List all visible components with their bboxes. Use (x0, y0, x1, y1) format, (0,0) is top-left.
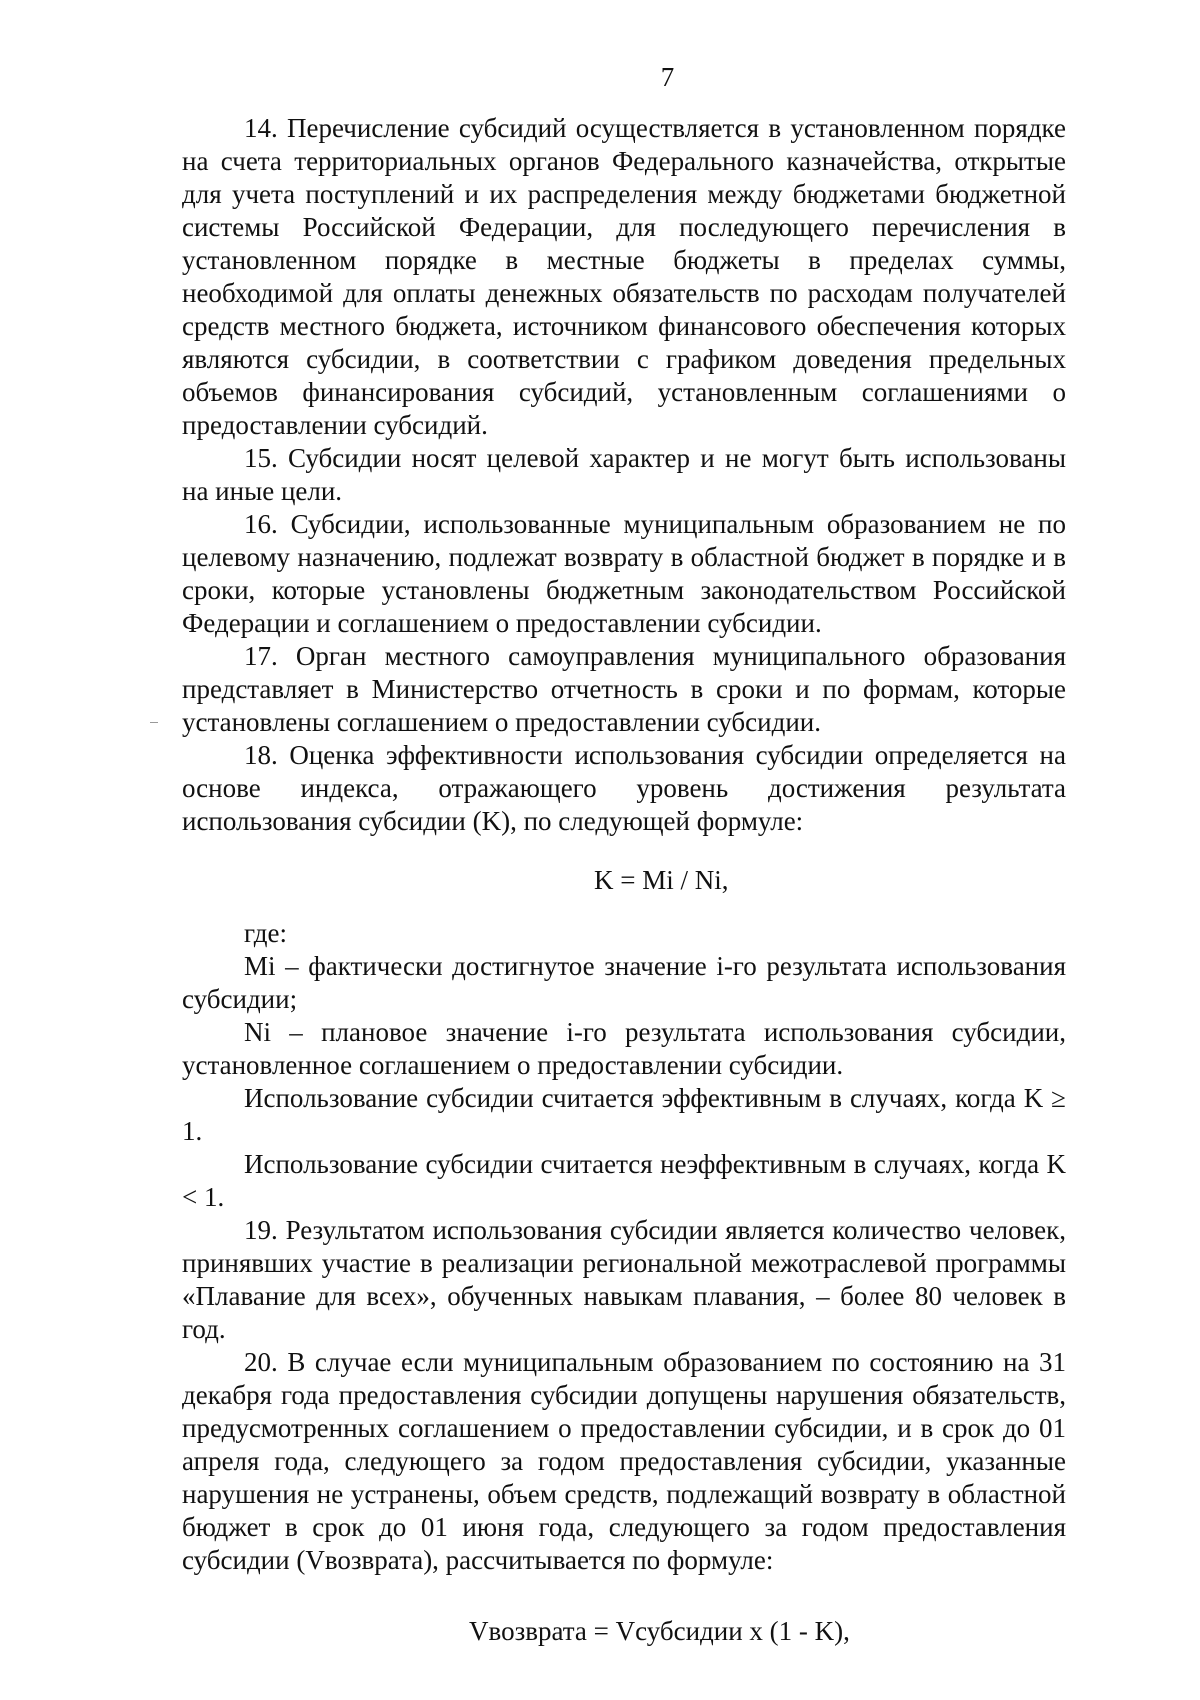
document-body (182, 112, 1066, 1648)
paragraph-15: 15. Субсидии носят целевой характер и не могут быть использованы на иные цели. (182, 443, 1066, 506)
definition-mi: Mi – фактически достигнутое значение i-го результата использования субсидии; (182, 951, 1066, 1014)
effective-condition: Использование субсидии считается эффективным в случаях, когда K ≥ 1. (182, 1083, 1066, 1146)
where-label: где: (244, 918, 287, 948)
page-number: 7 (660, 62, 675, 92)
paragraph-18: 18. Оценка эффективности использования субсидии определяется на основе индекса, отражающего уровень достижения результата использования субсидии (K), по следующей формуле: (182, 740, 1066, 836)
margin-mark (150, 722, 158, 723)
paragraph-20: 20. В случае если муниципальным образованием по состоянию на 31 декабря года предоставления субсидии допущены нарушения обязательств, предусмотренных соглашением о предоставлении субсидии, и в срок до 01 апреля года, следующего за годом предоставления субсидии, указанные нарушения не устранены, объем средств, подлежащий возврату в областной бюджет в срок до 01 июня года, следующего за годом предоставления субсидии (Vвозврата), рассчитывается по формуле: (182, 1347, 1066, 1575)
formula-v: Vвозврата = Vсубсидии x (1 - K), (469, 1616, 850, 1646)
paragraph-14: 14. Перечисление субсидий осуществляется в установленном порядке на счета территориальных органов Федерального казначейства, открытые для учета поступлений и их распределения между бюджетами бюджетной системы Российской Федерации, для последующего перечисления в установленном порядке в местные бюджеты в пределах суммы, необходимой для оплаты денежных обязательств по расходам получателей средств местного бюджета, источником финансового обеспечения которых являются субсидии, в соответствии с графиком доведения предельных объемов финансирования субсидий, установленным соглашениями о предоставлении субсидий. (182, 113, 1066, 440)
formula-k: K = Mi / Ni, (594, 865, 729, 895)
ineffective-condition: Использование субсидии считается неэффективным в случаях, когда K < 1. (182, 1149, 1066, 1212)
paragraph-16: 16. Субсидии, использованные муниципальным образованием не по целевому назначению, подлежат возврату в областной бюджет в порядке и в сроки, которые установлены бюджетным законодательством Российской Федерации и соглашением о предоставлении субсидии. (182, 509, 1066, 638)
definition-ni: Ni – плановое значение i-го результата использования субсидии, установленное соглашением о предоставлении субсидии. (182, 1017, 1066, 1080)
paragraph-17: 17. Орган местного самоуправления муниципального образования представляет в Министерство отчетность в сроки и по формам, которые установлены соглашением о предоставлении субсидии. (182, 641, 1066, 737)
paragraph-19: 19. Результатом использования субсидии является количество человек, принявших участие в реализации региональной межотраслевой программы «Плавание для всех», обученных навыкам плавания, – более 80 человек в год. (182, 1215, 1066, 1344)
